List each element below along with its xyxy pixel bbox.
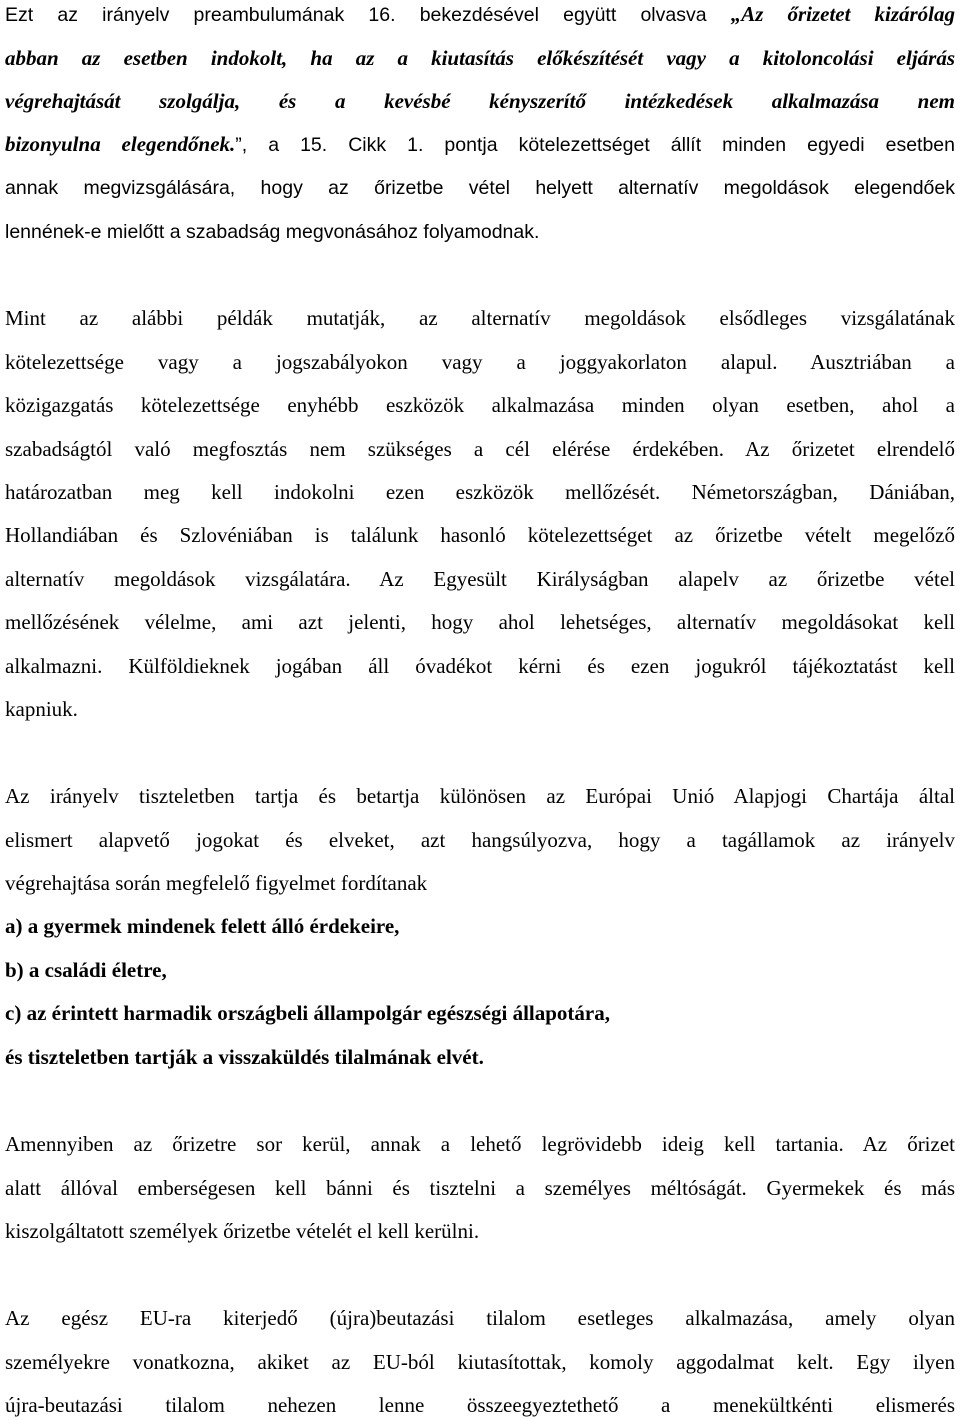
examples-line: kapniuk. bbox=[5, 697, 78, 721]
intro-line-3: végrehajtását szolgálja, és a kevésbé kényszerítő intézkedések alkalmazása nem bbox=[5, 89, 955, 113]
rights-line: Az irányelv tiszteletben tartja és betartja különösen az Európai Unió Alapjogi Chartája által bbox=[5, 784, 955, 808]
rights-closing-line: és tiszteletben tartják a visszaküldés tilalmának elvét. bbox=[5, 1045, 484, 1069]
intro-line-4-quote: bizonyulna elegendőnek. bbox=[5, 132, 236, 156]
examples-line: szabadságtól való megfosztás nem szükséges a cél elérése érdekében. Az őrizetet elrendelő bbox=[5, 437, 955, 461]
intro-line-1 bbox=[5, 0, 955, 28]
intro-line-5: annak megvizsgálására, hogy az őrizetbe vétel helyett alternatív megoldások elegendőek bbox=[5, 177, 955, 199]
examples-line: Hollandiában és Szlovéniában is találunk hasonló kötelezettséget az őrizetbe vételt megelőző bbox=[5, 523, 955, 547]
reentry-line: Az egész EU-ra kiterjedő (újra)beutazási tilalom esetleges alkalmazása, amely olyan bbox=[5, 1306, 955, 1330]
rights-list-item: b) a családi életre, bbox=[5, 958, 167, 982]
intro-line-4-plain: ”, a 15. Cikk 1. pontja kötelezettséget állít minden egyedi esetben bbox=[235, 134, 955, 156]
detention-line: alatt állóval emberségesen kell bánni és tisztelni a személyes méltóságát. Gyermekek és más bbox=[5, 1176, 955, 1200]
intro-line-1-quote: „Az őrizetet kizárólag bbox=[730, 2, 955, 26]
examples-line: alternatív megoldások vizsgálatára. Az Egyesült Királyságban alapelv az őrizetbe vétel bbox=[5, 567, 955, 591]
examples-line: határozatban meg kell indokolni ezen eszközök mellőzését. Németországban, Dániában, bbox=[5, 480, 955, 504]
rights-line: végrehajtása során megfelelő figyelmet fordítanak bbox=[5, 871, 428, 895]
examples-line: kötelezettsége vagy a jogszabályokon vagy a joggyakorlaton alapul. Ausztriában a bbox=[5, 350, 955, 374]
examples-line: közigazgatás kötelezettsége enyhébb eszközök alkalmazása minden olyan esetben, ahol a bbox=[5, 393, 955, 417]
examples-line: mellőzésének vélelme, ami azt jelenti, hogy ahol lehetséges, alternatív megoldásokat kell bbox=[5, 610, 955, 634]
rights-list-item: c) az érintett harmadik országbeli állampolgár egészségi állapotára, bbox=[5, 1001, 611, 1025]
reentry-line: személyekre vonatkozna, akiket az EU-ból kiutasítottak, komoly aggodalmat kelt. Egy ilyen bbox=[5, 1350, 955, 1374]
rights-line: elismert alapvető jogokat és elveket, azt hangsúlyozva, hogy a tagállamok az irányelv bbox=[5, 828, 955, 852]
reentry-line: újra-beutazási tilalom nehezen lenne összeegyeztethető a menekültkénti elismerés bbox=[5, 1393, 955, 1417]
intro-line-6: lennének-e mielőtt a szabadság megvonásához folyamodnak. bbox=[5, 221, 540, 243]
detention-line: Amennyiben az őrizetre sor kerül, annak a lehető legrövidebb ideig kell tartania. Az őrizet bbox=[5, 1132, 955, 1156]
rights-list-item: a) a gyermek mindenek felett álló érdekeire, bbox=[5, 914, 400, 938]
detention-line: kiszolgáltatott személyek őrizetbe vételét el kell kerülni. bbox=[5, 1219, 480, 1243]
intro-line-2: abban az esetben indokolt, ha az a kiutasítás előkészítését vagy a kitoloncolási eljárás bbox=[5, 46, 955, 70]
intro-line-4 bbox=[5, 130, 955, 158]
examples-line: alkalmazni. Külföldieknek jogában áll óvadékot kérni és ezen jogukról tájékoztatást kell bbox=[5, 654, 955, 678]
examples-line: Mint az alábbi példák mutatják, az alternatív megoldások elsődleges vizsgálatának bbox=[5, 306, 955, 330]
intro-line-1-plain: Ezt az irányelv preambulumának 16. bekezdésével együtt olvasva bbox=[5, 4, 731, 26]
